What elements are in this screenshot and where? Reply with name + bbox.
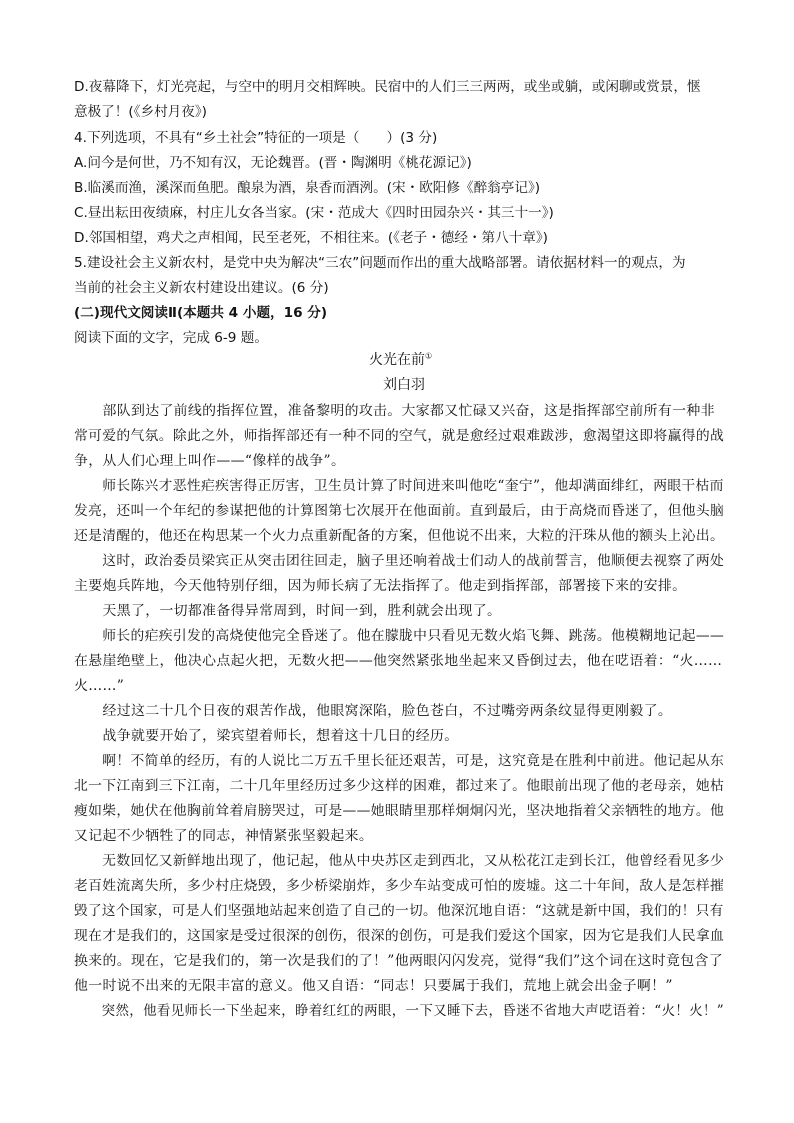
story-line: 他一时说不出来的无限丰富的意义。他又自语：“同志！只要属于我们，荒地上就会出金子啊！” [74, 978, 673, 994]
story-line: 这时，政治委员梁宾正从突击团往回走，脑子里还响着战士们动人的战前誓言，他顺便去视察了两处 [74, 553, 725, 569]
story-line: 瘦如柴，她伏在他胸前耸着肩膀哭过，可是——她眼睛里那样炯炯闪光，坚决地指着父亲牺牲的地方。他 [74, 803, 725, 819]
section-instruction: 阅读下面的文字，完成 6-9 题。 [74, 330, 268, 346]
story-line: 又记起不少牺牲了的同志，神情紧张坚毅起来。 [74, 828, 374, 844]
story-line: 啊！不简单的经历，有的人说比二万五千里长征还艰苦，可是，这究竟是在胜利中前进。他记起从东 [74, 753, 725, 769]
story-line: 经过这二十几个日夜的艰苦作战，他眼窝深陷，脸色苍白，不过嘴旁两条纹显得更刚毅了。 [74, 703, 673, 719]
story-line: 老百姓流离失所，多少村庄烧毁，多少桥梁崩炸，多少车站变成可怕的废墟。这二十年间，敌人是怎样摧 [74, 878, 725, 894]
story-author: 刘白羽 [383, 377, 425, 393]
story-line: 在悬崖绝壁上，他决心点起火把，无数火把——他突然紧张地坐起来又昏倒过去，他在呓语着：“火…… [74, 653, 723, 669]
question4-option-d: D.邻国相望，鸡犬之声相闻，民至老死，不相往来。(《老子・德经・第八十章》) [74, 230, 548, 246]
question4-stem: 4.下列选项，不具有“乡土社会”特征的一项是（ ）(3 分) [74, 130, 438, 146]
story-line: 火……” [74, 678, 125, 694]
story-line: 现在才是我们的，这国家是受过很深的创伤，很深的创伤，可是我们爱这个国家，因为它是我们人民拿血 [74, 928, 725, 944]
question5-line1: 5.建设社会主义新农村，是党中央为解决“三农”问题而作出的重大战略部署。请依据材料一的观点，为 [74, 255, 686, 271]
story-line: 争，从人们心理上叫作——“像样的战争”。 [74, 453, 346, 469]
question3-option-d-line1: D.夜幕降下，灯光亮起，与空中的明月交相辉映。民宿中的人们三三两两，或坐或躺，或闲聊或赏景，惬 [74, 79, 701, 95]
story-line: 北一下江南到三下江南，二十几年里经历过多少这样的困难，都过来了。他眼前出现了他的老母亲，她枯 [74, 778, 725, 794]
question5-line2: 当前的社会主义新农村建设出建议。(6 分) [74, 280, 329, 296]
story-line: 无数回忆又新鲜地出现了，他记起，他从中央苏区走到西北，又从松花江走到长江，他曾经看见多少 [74, 853, 725, 869]
story-line: 主要炮兵阵地，今天他特别仔细，因为师长病了无法指挥了。他走到指挥部，部署接下来的安排。 [74, 578, 687, 594]
section-heading: (二)现代文阅读Ⅱ(本题共 4 小题，16 分) [74, 305, 328, 321]
story-title [369, 350, 432, 370]
story-line: 常可爱的气氛。除此之外，师指挥部还有一种不同的空气，就是愈经过艰难跋涉，愈渴望这即将赢得的战 [74, 428, 725, 444]
story-line: 天黑了，一切都准备得异常周到，时间一到，胜利就会出现了。 [74, 603, 502, 619]
story-line: 发亮，还叫一个年纪的参谋把他的计算图第七次展开在他面前。直到最后，由于高烧而昏迷了，但他头脑 [74, 503, 725, 519]
question3-option-d-line2: 意极了！(《乡村月夜》) [74, 104, 207, 120]
story-line: 师长的疟疾引发的高烧使他完全昏迷了。他在朦胧中只看见无数火焰飞舞、跳荡。他模糊地记起—— [74, 628, 725, 644]
story-line: 部队到达了前线的指挥位置，准备黎明的攻击。大家都又忙碌又兴奋，这是指挥部空前所有一种非 [74, 403, 715, 419]
question4-option-a: A.问今是何世，乃不知有汉，无论魏晋。(晋・陶渊明《桃花源记》) [74, 155, 472, 171]
story-line: 毁了这个国家，可是人们坚强地站起来创造了自己的一切。他深沉地自语：“这就是新中国，我们的！只有 [74, 903, 724, 919]
story-line: 换来的。现在，它是我们的，第一次是我们的了！”他两眼闪闪发亮，觉得“我们”这个词在这时竟包含了 [74, 953, 723, 969]
story-line: 师长陈兴才恶性疟疾害得正厉害，卫生员计算了时间进来叫他吃“奎宁”，他却满面绯红，两眼干枯而 [74, 478, 724, 494]
story-line: 战争就要开始了，梁宾望着师长，想着这十几日的经历。 [74, 728, 459, 744]
story-line: 还是清醒的，他还在构思某一个火力点重新配备的方案，但他说不出来，大粒的汗珠从他的额头上沁出。 [74, 528, 725, 544]
footnote-marker: ① [425, 351, 433, 361]
story-title-text: 火光在前 [369, 352, 425, 368]
story-line: 突然，他看见师长一下坐起来，睁着红红的两眼，一下又睡下去，昏迷不省地大声呓语着：“火！火！” [74, 1003, 724, 1019]
question4-option-b: B.临溪而渔，溪深而鱼肥。酿泉为酒，泉香而酒洌。(宋・欧阳修《醉翁亭记》) [74, 180, 541, 196]
question4-option-c: C.昼出耘田夜绩麻，村庄儿女各当家。(宋・范成大《四时田园杂兴・其三十一》) [74, 205, 554, 221]
